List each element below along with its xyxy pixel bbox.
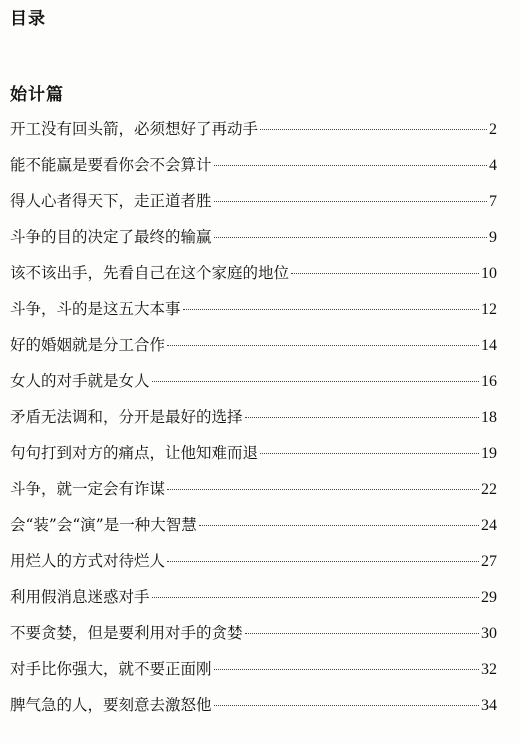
entry-title: 得人心者得天下，走正道者胜 [10,192,212,210]
entry-title: 该不该出手，先看自己在这个家庭的地位 [10,264,290,282]
entry-title: 用烂人的方式对待烂人 [10,552,166,570]
dot-leader [152,597,479,598]
dot-leader [199,525,479,526]
toc-entry[interactable] [10,260,497,296]
entry-page-number: 4 [489,157,497,174]
dot-leader [167,561,479,562]
toc-entry[interactable] [10,476,497,512]
dot-leader [183,309,479,310]
dot-leader [260,129,487,130]
dot-leader [245,417,479,418]
entry-title: 斗争，斗的是这五大本事 [10,300,181,318]
entry-page-number: 7 [489,193,497,210]
entry-page-number: 19 [481,445,497,462]
toc-entry[interactable] [10,512,497,548]
toc-entry[interactable] [10,692,497,728]
entry-title: 句句打到对方的痛点，让他知难而退 [10,444,259,462]
entry-page-number: 16 [481,373,497,390]
dot-leader [214,669,479,670]
entry-page-number: 30 [481,625,497,642]
toc-entry[interactable] [10,296,497,332]
entry-page-number: 9 [489,229,497,246]
entry-page-number: 32 [481,661,497,678]
toc-title: 目录 [10,9,46,29]
entry-title: 矛盾无法调和，分开是最好的选择 [10,408,243,426]
entry-title: 女人的对手就是女人 [10,372,150,390]
entry-page-number: 27 [481,553,497,570]
dot-leader [260,453,479,454]
entry-title: 不要贪婪，但是要利用对手的贪婪 [10,624,243,642]
toc-entry[interactable] [10,584,497,620]
entry-title: 利用假消息迷惑对手 [10,588,150,606]
toc-entry[interactable] [10,440,497,476]
entry-title: 斗争的目的决定了最终的输赢 [10,228,212,246]
entry-title: 斗争，就一定会有诈谋 [10,480,166,498]
toc-entry[interactable] [10,620,497,656]
dot-leader [214,237,487,238]
entry-title: 能不能赢是要看你会不会算计 [10,156,212,174]
dot-leader [245,633,479,634]
toc-entry[interactable] [10,188,497,224]
dot-leader [214,201,487,202]
toc-entry[interactable] [10,404,497,440]
toc-entry[interactable] [10,656,497,692]
entry-page-number: 34 [481,697,497,714]
toc-entry[interactable] [10,224,497,260]
dot-leader [167,489,479,490]
entry-title: 对手比你强大，就不要正面刚 [10,660,212,678]
entry-title: 好的婚姻就是分工合作 [10,336,166,354]
entry-title: 开工没有回头箭，必须想好了再动手 [10,120,259,138]
entry-page-number: 10 [481,265,497,282]
toc-list [10,116,497,728]
dot-leader [167,345,479,346]
entry-page-number: 2 [489,121,497,138]
toc-entry[interactable] [10,116,497,152]
entry-page-number: 29 [481,589,497,606]
toc-entry[interactable] [10,152,497,188]
entry-page-number: 18 [481,409,497,426]
toc-entry[interactable] [10,332,497,368]
dot-leader [291,273,479,274]
entry-page-number: 24 [481,517,497,534]
toc-entry[interactable] [10,368,497,404]
entry-title: 脾气急的人，要刻意去激怒他 [10,696,212,714]
toc-entry[interactable] [10,548,497,584]
section-title: 始计篇 [10,85,64,105]
entry-page-number: 14 [481,337,497,354]
dot-leader [214,165,487,166]
entry-page-number: 22 [481,481,497,498]
entry-title: 会“装”会“演”是一种大智慧 [10,516,197,534]
entry-page-number: 12 [481,301,497,318]
dot-leader [152,381,479,382]
dot-leader [214,705,479,706]
